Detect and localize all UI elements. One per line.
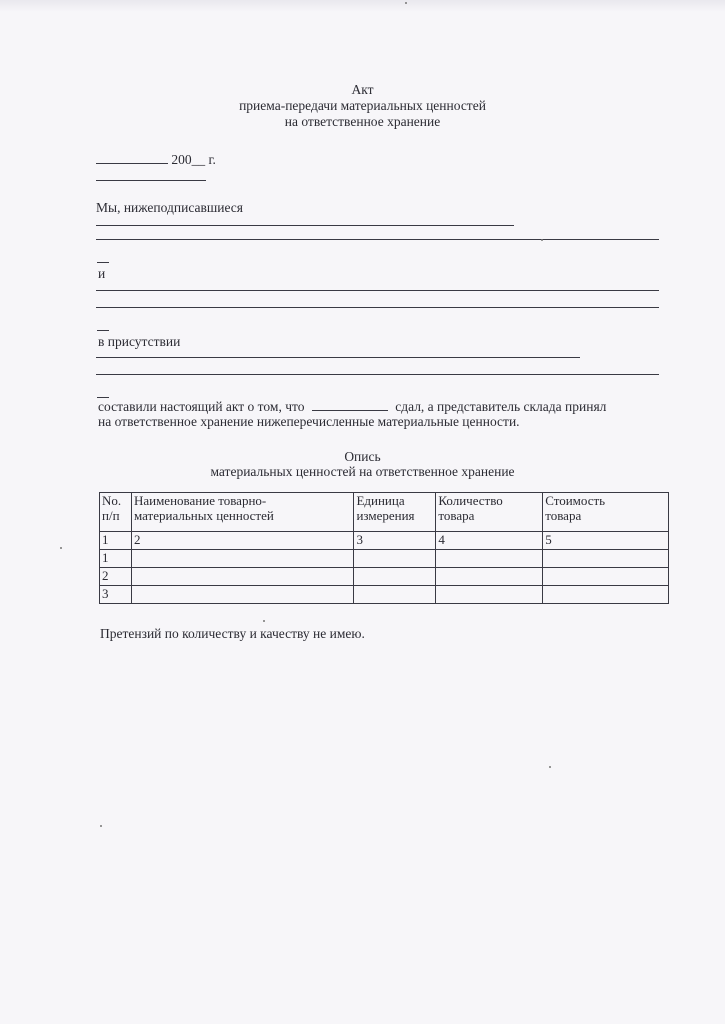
header-number: No. п/п <box>100 493 132 532</box>
party1-line-1 <box>96 225 514 226</box>
header-cost: Стоимость товара <box>543 493 669 532</box>
statement-part-1: составили настоящий акт о том, что <box>98 399 305 414</box>
scan-speck <box>549 766 551 768</box>
transferor-blank <box>312 398 388 411</box>
table-cell <box>131 568 353 586</box>
statement-line-2: на ответственное хранение нижеперечисленные материальные ценности. <box>98 414 520 429</box>
doc-title-line-2: приема-передачи материальных ценностей <box>239 98 486 113</box>
table-cell <box>543 586 669 604</box>
table-row <box>100 568 669 586</box>
date-blank <box>96 151 168 164</box>
table-cell: 4 <box>436 532 543 550</box>
table-cell <box>436 586 543 604</box>
party1-line-end <box>97 262 109 263</box>
party2-line-2 <box>96 307 659 308</box>
claims-statement: Претензий по количеству и качеству не имею. <box>100 626 365 641</box>
header-quantity: Количество товара <box>436 493 543 532</box>
witness-line-2 <box>96 374 659 375</box>
table-header-row <box>100 493 669 532</box>
table-cell: 1 <box>100 550 132 568</box>
and-label: и <box>98 266 106 281</box>
party1-line-2 <box>96 239 659 240</box>
scan-speck <box>100 825 102 827</box>
place-blank <box>96 180 206 181</box>
in-presence-label: в присутствии <box>98 334 181 349</box>
inventory-table <box>99 492 669 604</box>
statement-line-1 <box>98 398 606 415</box>
table-cell: 2 <box>131 532 353 550</box>
table-cell: 3 <box>354 532 436 550</box>
statement-part-2: сдал, а представитель склада принял <box>395 399 607 414</box>
table-cell <box>436 568 543 586</box>
inventory-title: Опись <box>344 449 381 464</box>
witness-line-1 <box>96 357 580 358</box>
table-cell: 5 <box>543 532 669 550</box>
party2-line-1 <box>96 290 659 291</box>
table-cell: 3 <box>100 586 132 604</box>
table-cell <box>543 568 669 586</box>
date-year: 200__ г. <box>171 152 216 167</box>
party2-line-end <box>97 330 109 331</box>
table-cell <box>543 550 669 568</box>
header-item-name: Наименование товарно- материальных ценностей <box>131 493 353 532</box>
table-cell: 1 <box>100 532 132 550</box>
doc-title: Акт <box>351 82 374 97</box>
table-cell <box>436 550 543 568</box>
date-line <box>96 151 216 168</box>
scan-speck <box>263 620 265 622</box>
table-cell <box>354 586 436 604</box>
table-row <box>100 586 669 604</box>
table-cell: 2 <box>100 568 132 586</box>
table-cell <box>354 568 436 586</box>
table-cell <box>131 550 353 568</box>
scan-speck <box>60 547 62 549</box>
scan-speck <box>541 239 543 241</box>
table-row <box>100 550 669 568</box>
table-cell <box>354 550 436 568</box>
header-unit: Единица измерения <box>354 493 436 532</box>
scan-speck <box>405 2 407 4</box>
inventory-subtitle: материальных ценностей на ответственное хранение <box>210 464 515 479</box>
page-edge <box>0 0 725 12</box>
we-undersigned-label: Мы, нижеподписавшиеся <box>96 200 243 215</box>
table-row <box>100 532 669 550</box>
table-cell <box>131 586 353 604</box>
doc-title-line-3: на ответственное хранение <box>284 114 441 129</box>
